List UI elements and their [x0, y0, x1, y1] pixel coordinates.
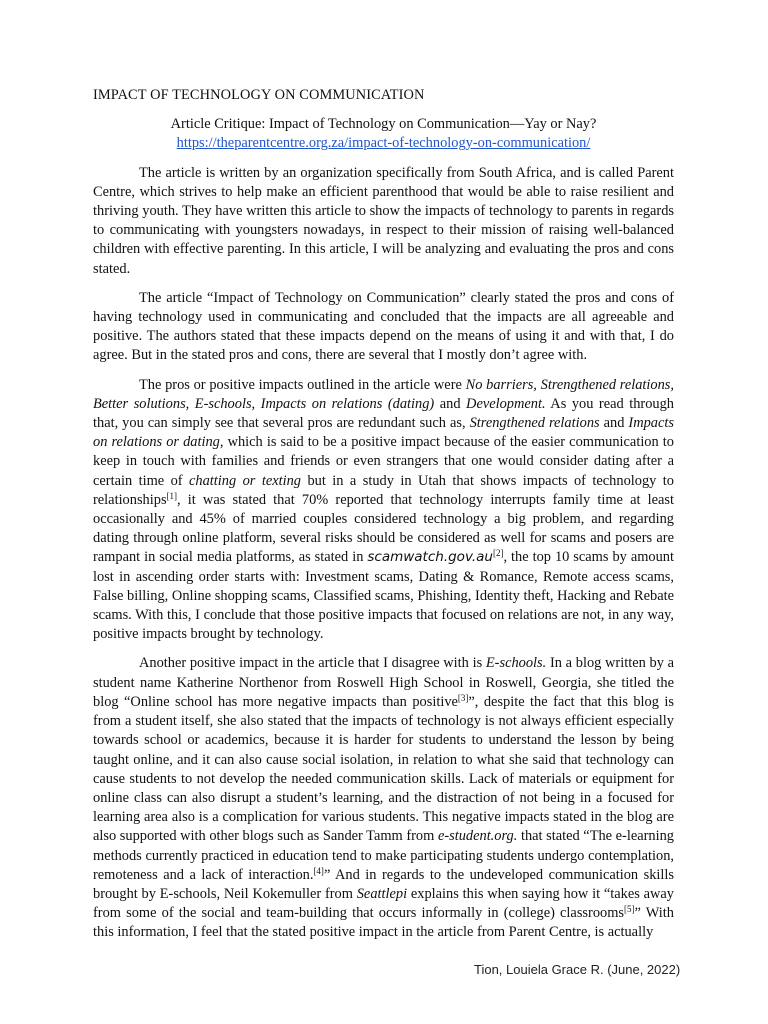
- footnote-ref-1[interactable]: [1]: [166, 490, 178, 501]
- text-segment: which is said to be a positive impact because of the easier communication to keep in touch with families and friends or even strangers that one would consider dating after a certain time of: [93, 434, 674, 489]
- paragraph-eschools: [93, 654, 674, 942]
- footnote-ref-5[interactable]: [5]: [624, 904, 635, 915]
- text-segment: Another positive impact in the article that I disagree with is: [139, 655, 486, 672]
- emphasis-text: Seattlepi: [356, 885, 408, 902]
- text-segment: , it was stated that 70% reported that technology interrupts family time at least occasionally and 45% of married couples considered technology a big problem, and regarding dating through online platform, several risks should be considered as well for scams and posers are rampant in social media platforms, as stated in: [93, 491, 674, 566]
- critique-title: Article Critique: Impact of Technology on Communication—Yay or Nay?: [170, 116, 597, 133]
- text-segment: ” And in regards to the undeveloped communication skills brought by E-schools, Neil Kokemuller from: [93, 866, 674, 902]
- emphasis-text: e-student.org.: [437, 828, 518, 845]
- footer-author: Tion, Louiela Grace R. (June, 2022): [474, 962, 681, 977]
- text-segment: ”, despite the fact that this blog is from a student itself, she also stated that the impacts of technology is not always efficient especially towards school or academics, because it is harder for students to understand the lesson by being taught online, and it can also cause social isolation, in relation to what she said that technology can cause students to not develop the needed communication skills. Lack of materials or equipment for online class can also disrupt a student’s learning, and the distraction of not being in a focused for learning area also is a complication for various students. This negative impacts stated in the blog are also supported with other blogs such as Sander Tamm from: [93, 693, 674, 845]
- emphasis-text: Impacts on relations or dating,: [93, 415, 674, 451]
- text-segment: and: [434, 395, 467, 412]
- source-link[interactable]: https://theparentcentre.org.za/impact-of-technology-on-communication/: [176, 135, 591, 152]
- paragraph-intro: The article is written by an organization specifically from South Africa, and is called Parent Centre, which strives to help make an efficient parenthood that would be able to raise resilient and thriving youth. They have written this article to show the impacts of technology to parents in regards to communicating with youngsters nowadays, in respect to their mission of raising well-balanced children with effective parenting. In this article, I will be analyzing and evaluating the pros and cons stated.: [93, 164, 674, 277]
- emphasis-text: E-schools.: [485, 655, 547, 672]
- emphasis-text: Development.: [466, 395, 546, 412]
- document-body: [93, 86, 674, 943]
- paragraph-overview: The article “Impact of Technology on Communication” clearly stated the pros and cons of having technology used in communicating and concluded that the impacts are all agreeable and positive. The authors stated that these impacts depend on the means of using it and with that, I do agree. But in the stated pros and cons, there are several that I mostly don’t agree with.: [93, 289, 674, 364]
- emphasis-text: chatting or texting: [189, 472, 302, 489]
- footnote-ref-3[interactable]: [3]: [457, 692, 469, 703]
- paragraph-pros: [93, 376, 674, 645]
- text-segment: but in a study in Utah that shows impacts of technology to relationships: [93, 472, 674, 508]
- text-segment: and: [599, 415, 629, 432]
- text-segment: ” With this information, I feel that the stated positive impact in the article from Parent Centre, is actually: [93, 905, 674, 941]
- document-heading: IMPACT OF TECHNOLOGY ON COMMUNICATION: [93, 87, 425, 103]
- text-segment: explains this when saying how it “takes away from some of the social and team-building that occurs informally in (college) classrooms: [93, 885, 674, 922]
- footnote-ref-4[interactable]: [4]: [313, 865, 324, 876]
- text-segment: , the top 10 scams by amount lost in ascending order starts with: Investment scams, Dating & Romance, Remote access scams, False billing, Online shopping scams, Classified scams, Phishing, Identity theft, Hacking and Rebate scams. With this, I conclude that those positive impacts that focused on relations are not, in any way, positive impacts brought by technology.: [93, 549, 674, 643]
- text-segment: In a blog written by a student name Katherine Northenor from Roswell High School in Roswell, Georgia, she titled the blog “Online school has more negative impacts than positive: [93, 655, 674, 710]
- emphasis-text: Strengthened relations: [469, 415, 600, 432]
- text-segment: As you read through that, you can simply see that several pros are redundant such as,: [93, 395, 674, 432]
- text-segment: The pros or positive impacts outlined in the article were: [139, 376, 466, 393]
- source-name: scamwatch.gov.au: [367, 549, 493, 566]
- footnote-ref-2[interactable]: [2]: [492, 548, 504, 559]
- emphasis-text: No barriers, Strengthened relations, Better solutions, E-schools, Impacts on relations (dating): [93, 376, 674, 412]
- text-segment: that stated “The e-learning methods currently practiced in education tend to make participating students undergo contemplation, remoteness and a lack of interaction.: [93, 828, 674, 883]
